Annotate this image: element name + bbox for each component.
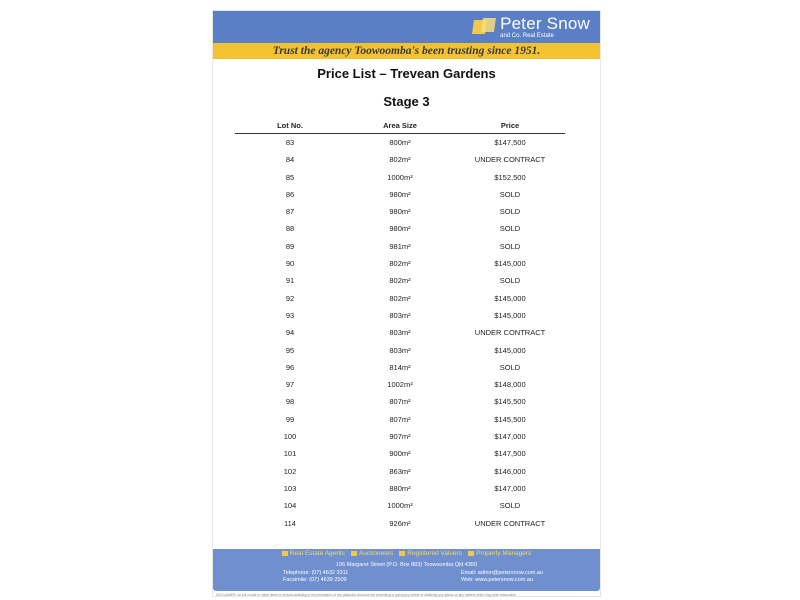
area-size: 814m² xyxy=(389,362,411,372)
bullet-icon xyxy=(468,551,474,556)
price: $145,500 xyxy=(494,397,526,407)
lot-number: 102 xyxy=(283,466,297,476)
page-title: Price List – Trevean Gardens xyxy=(317,66,496,81)
table-row xyxy=(235,307,565,324)
lot-number: 97 xyxy=(285,380,295,390)
area-size: 1000m² xyxy=(387,172,413,182)
area-size: 802m² xyxy=(389,155,411,165)
table-row xyxy=(235,445,565,462)
table-row xyxy=(235,324,565,341)
column-header-price: Price xyxy=(500,121,520,130)
column-header-lot: Lot No. xyxy=(277,121,303,130)
brand-name: Peter Snow xyxy=(500,14,590,33)
area-size: 807m² xyxy=(389,397,411,407)
logo-icon xyxy=(473,16,497,38)
price: $148,000 xyxy=(494,380,526,390)
price: $147,000 xyxy=(494,432,526,442)
price: $152,500 xyxy=(494,172,526,182)
lot-number: 84 xyxy=(285,155,295,165)
table-body xyxy=(235,134,565,532)
price: SOLD xyxy=(499,207,521,217)
price: $145,000 xyxy=(494,293,526,303)
area-size: 926m² xyxy=(389,518,411,528)
area-size: 802m² xyxy=(389,259,411,269)
price-list-sheet xyxy=(212,10,601,597)
price: $146,000 xyxy=(494,466,526,476)
area-size: 880m² xyxy=(389,483,411,493)
price: SOLD xyxy=(499,241,521,251)
lot-number: 99 xyxy=(285,414,295,424)
price: SOLD xyxy=(499,276,521,286)
price: $145,000 xyxy=(494,259,526,269)
web-link[interactable]: Web: www.petersnow.com.au xyxy=(460,577,534,583)
telephone: Telephone: (07) 4632 3311 xyxy=(283,570,349,576)
lot-number: 98 xyxy=(285,397,295,407)
price: $147,000 xyxy=(494,483,526,493)
lot-number: 93 xyxy=(285,310,295,320)
contact-details xyxy=(283,570,543,584)
table-row xyxy=(235,342,565,359)
services-list xyxy=(213,550,600,557)
disclaimer-text: DISCLAIMER: No bill of sale or future items or persons assisting in the preparation of this particular brochure are presenting or giving any further or obtaining any advice on any matters which may arise reasonable xyxy=(216,593,516,597)
lot-number: 85 xyxy=(285,172,295,182)
lot-number: 88 xyxy=(285,224,295,234)
table-row xyxy=(235,290,565,307)
area-size: 807m² xyxy=(389,414,411,424)
lot-number: 104 xyxy=(283,501,297,511)
header-bar xyxy=(213,11,600,43)
area-size: 980m² xyxy=(389,207,411,217)
table-row xyxy=(235,272,565,289)
area-size: 900m² xyxy=(389,449,411,459)
lot-number: 92 xyxy=(285,293,295,303)
price: SOLD xyxy=(499,501,521,511)
price: SOLD xyxy=(499,362,521,372)
area-size: 863m² xyxy=(389,466,411,476)
bullet-icon xyxy=(351,551,357,556)
price: UNDER CONTRACT xyxy=(474,328,546,338)
area-size: 1002m² xyxy=(387,380,413,390)
table-row xyxy=(235,463,565,480)
brand-logo xyxy=(473,13,590,41)
lot-number: 103 xyxy=(283,483,297,493)
table-row xyxy=(235,411,565,428)
area-size: 980m² xyxy=(389,189,411,199)
table-row xyxy=(235,255,565,272)
lot-number: 87 xyxy=(285,207,295,217)
lot-number: 83 xyxy=(285,138,295,147)
office-address: 196 Margaret Street (P.O. Box 883) Toowoomba Qld 4350 xyxy=(335,562,478,568)
lot-number: 94 xyxy=(285,328,295,338)
table-row xyxy=(235,428,565,445)
table-header xyxy=(235,119,565,134)
table-row xyxy=(235,515,565,532)
lot-number: 91 xyxy=(285,276,295,286)
price: SOLD xyxy=(499,224,521,234)
table-row xyxy=(235,203,565,220)
lot-number: 90 xyxy=(285,259,295,269)
service-item: Auctioneers xyxy=(351,550,393,557)
table-row xyxy=(235,497,565,514)
stage-heading: Stage 3 xyxy=(383,94,430,109)
table-row xyxy=(235,359,565,376)
lot-number: 95 xyxy=(285,345,295,355)
table-row xyxy=(235,220,565,237)
area-size: 980m² xyxy=(389,224,411,234)
table-row xyxy=(235,134,565,151)
area-size: 800m² xyxy=(389,138,411,147)
table-row xyxy=(235,169,565,186)
price-table xyxy=(235,119,565,532)
price: $145,000 xyxy=(494,345,526,355)
lot-number: 96 xyxy=(285,362,295,372)
area-size: 981m² xyxy=(389,241,411,251)
area-size: 803m² xyxy=(389,310,411,320)
column-header-area: Area Size xyxy=(383,121,417,130)
bullet-icon xyxy=(282,551,288,556)
service-item: Property Managers xyxy=(468,550,531,557)
price: $147,500 xyxy=(494,449,526,459)
lot-number: 101 xyxy=(283,449,297,459)
table-row xyxy=(235,186,565,203)
area-size: 803m² xyxy=(389,328,411,338)
price: UNDER CONTRACT xyxy=(474,518,546,528)
table-row xyxy=(235,238,565,255)
table-row xyxy=(235,480,565,497)
table-row xyxy=(235,151,565,168)
facsimile: Facsimile: (07) 4639 2509 xyxy=(283,577,347,583)
tagline-banner: Trust the agency Toowoomba's been trusting since 1951. xyxy=(213,43,600,59)
area-size: 1000m² xyxy=(387,501,413,511)
lot-number: 114 xyxy=(284,518,296,528)
lot-number: 100 xyxy=(283,432,297,442)
price: SOLD xyxy=(499,189,521,199)
area-size: 802m² xyxy=(389,276,411,286)
service-item: Registered Valuers xyxy=(399,550,462,557)
lot-number: 86 xyxy=(285,189,295,199)
table-row xyxy=(235,393,565,410)
area-size: 803m² xyxy=(389,345,411,355)
lot-number: 89 xyxy=(285,241,295,251)
price: $147,500 xyxy=(494,138,526,147)
price: $145,000 xyxy=(494,310,526,320)
bullet-icon xyxy=(399,551,405,556)
price: $145,500 xyxy=(494,414,526,424)
service-item: Real Estate Agents xyxy=(282,550,345,557)
price: UNDER CONTRACT xyxy=(474,155,546,165)
brand-subtitle: and Co. Real Estate xyxy=(500,33,554,39)
table-row xyxy=(235,376,565,393)
area-size: 802m² xyxy=(389,293,411,303)
email-link[interactable]: Email: admin@petersnow.com.au xyxy=(460,570,543,576)
area-size: 907m² xyxy=(389,432,411,442)
